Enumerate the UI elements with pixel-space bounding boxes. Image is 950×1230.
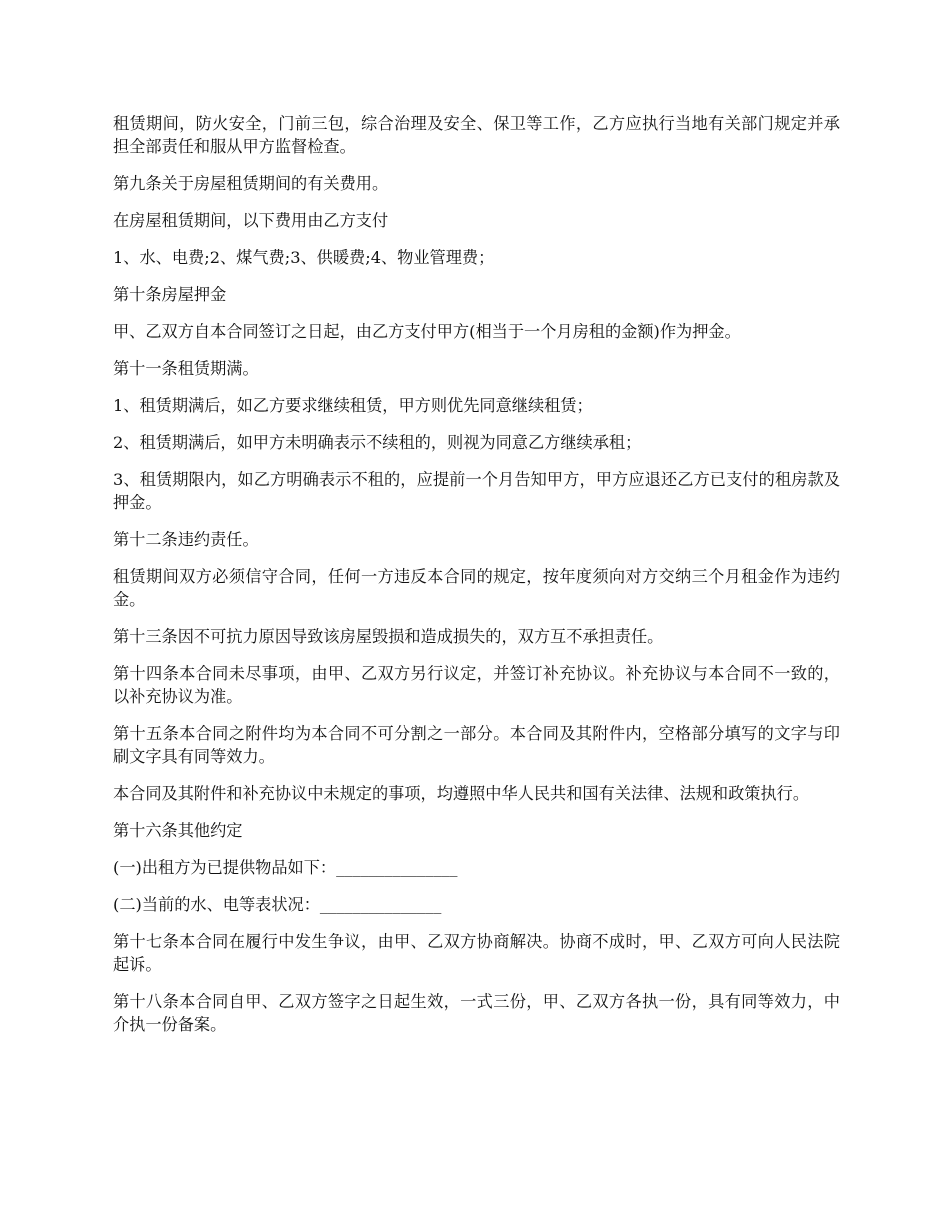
paragraph-clause-11-item-3: 3、租赁期限内，如乙方明确表示不租的，应提前一个月告知甲方，甲方应退还乙方已支付的租房款及押金。 [113, 470, 840, 512]
paragraph-clause-11-title: 第十一条租赁期满。 [113, 359, 259, 378]
paragraph-clause-11-item-2: 2、租赁期满后，如甲方未明确表示不续租的，则视为同意乙方继续承租； [113, 433, 642, 452]
paragraph-clause-8-continued: 租赁期间，防火安全，门前三包，综合治理及安全、保卫等工作，乙方应执行当地有关部门规定并承担全部责任和服从甲方监督检查。 [113, 114, 840, 156]
paragraph-clause-14: 第十四条本合同未尽事项，由甲、乙双方另行议定，并签订补充协议。补充协议与本合同不一致的，以补充协议为准。 [113, 664, 840, 706]
paragraph-clause-9-items: 1、水、电费;2、煤气费;3、供暖费;4、物业管理费； [113, 248, 495, 267]
paragraph-clause-9-title: 第九条关于房屋租赁期间的有关费用。 [113, 174, 389, 193]
paragraph-clause-12-title: 第十二条违约责任。 [113, 530, 259, 549]
document-body [113, 112, 840, 1050]
paragraph-clause-12-body: 租赁期间双方必须信守合同，任何一方违反本合同的规定，按年度须向对方交纳三个月租金作为违约金。 [113, 567, 840, 609]
paragraph-clause-9-intro: 在房屋租赁期间，以下费用由乙方支付 [113, 211, 389, 230]
paragraph-clause-16-item-1: (一)出租方为已提供物品如下：_______________ [113, 858, 458, 877]
paragraph-clause-10-body: 甲、乙双方自本合同签订之日起，由乙方支付甲方(相当于一个月房租的金额)作为押金。 [113, 322, 741, 341]
paragraph-clause-18: 第十八条本合同自甲、乙双方签字之日起生效，一式三份，甲、乙双方各执一份，具有同等效力，中介执一份备案。 [113, 992, 840, 1034]
paragraph-clause-16-title: 第十六条其他约定 [113, 821, 243, 840]
paragraph-clause-10-title: 第十条房屋押金 [113, 285, 227, 304]
paragraph-clause-15: 第十五条本合同之附件均为本合同不可分割之一部分。本合同及其附件内，空格部分填写的文字与印刷文字具有同等效力。 [113, 724, 840, 766]
paragraph-clause-17: 第十七条本合同在履行中发生争议，由甲、乙双方协商解决。协商不成时，甲、乙双方可向人民法院起诉。 [113, 932, 840, 974]
paragraph-clause-15-law: 本合同及其附件和补充协议中未规定的事项，均遵照中华人民共和国有关法律、法规和政策执行。 [113, 784, 810, 803]
paragraph-clause-13: 第十三条因不可抗力原因导致该房屋毁损和造成损失的，双方互不承担责任。 [113, 627, 664, 646]
paragraph-clause-16-item-2: (二)当前的水、电等表状况：_______________ [113, 895, 442, 914]
paragraph-clause-11-item-1: 1、租赁期满后，如乙方要求继续租赁，甲方则优先同意继续租赁； [113, 396, 593, 415]
